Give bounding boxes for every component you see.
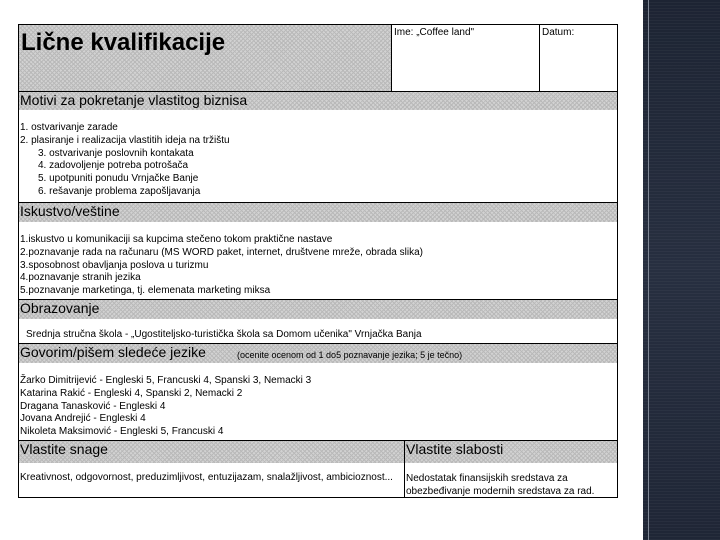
list-item: Žarko Dimitrijević - Engleski 5, Francuski 4, Spanski 3, Nemacki 3 bbox=[20, 375, 312, 386]
date-cell bbox=[540, 25, 618, 91]
list-item: Dragana Tanasković - Engleski 4 bbox=[20, 400, 166, 412]
list-item: 4.poznavanje stranih jezika bbox=[20, 272, 141, 284]
form-title-cell bbox=[19, 25, 391, 91]
obrazovanje-label: Obrazovanje bbox=[20, 300, 100, 316]
slabosti-header bbox=[404, 440, 617, 463]
list-item: 5. upotpuniti ponudu Vrnjačke Banje bbox=[38, 173, 199, 185]
name-field: Ime: „Coffee land" bbox=[394, 27, 475, 38]
list-item: 2. plasiranje i realizacija vlastitih ideja na tržištu bbox=[20, 134, 230, 146]
list-item: Jovana Andrejić - Engleski 4 bbox=[20, 413, 146, 425]
snage-text: Kreativnost, odgovornost, preduzimljivost, entuzijazam, snalažljivost, ambicioznost... bbox=[20, 472, 393, 483]
column-divider bbox=[404, 463, 405, 497]
slabosti-label: Vlastite slabosti bbox=[406, 441, 504, 457]
list-item: 6. rešavanje problema zapošljavanja bbox=[38, 185, 201, 197]
list-item: 1.iskustvo u komunikaciji sa kupcima stečeno tokom praktične nastave bbox=[20, 234, 333, 245]
motivi-list bbox=[20, 122, 230, 199]
iskustvo-list bbox=[20, 234, 423, 298]
qualifications-form bbox=[18, 24, 618, 498]
obrazovanje-header bbox=[19, 299, 617, 319]
motivi-label: Motivi za pokretanje vlastitog biznisa bbox=[20, 92, 248, 108]
jezici-note: (ocenite ocenom od 1 do5 poznavanje jezika; 5 je tečno) bbox=[237, 350, 463, 360]
name-cell bbox=[391, 25, 540, 91]
list-item: 5.poznavanje marketinga, tj. elemenata marketing miksa bbox=[20, 285, 271, 297]
list-item: 2.poznavanje rada na računaru (MS WORD paket, internet, društvene mreže, obrada slika) bbox=[20, 246, 423, 258]
jezici-list bbox=[20, 375, 311, 439]
list-item: Nikoleta Maksimović - Engleski 5, Francuski 4 bbox=[20, 426, 224, 438]
iskustvo-header bbox=[19, 202, 617, 222]
iskustvo-label: Iskustvo/veštine bbox=[20, 203, 120, 219]
date-field: Datum: bbox=[542, 27, 575, 38]
jezici-label: Govorim/pišem sledeće jezike bbox=[20, 344, 206, 360]
list-item: Katarina Rakić - Engleski 4, Spanski 2, Nemacki 2 bbox=[20, 387, 243, 399]
obrazovanje-text: Srednja stručna škola - „Ugostiteljsko-turistička škola sa Domom učenika" Vrnjačka Banja bbox=[26, 329, 422, 340]
list-item: 4. zadovoljenje potreba potrošača bbox=[38, 160, 189, 172]
decorative-sidebar bbox=[643, 0, 720, 540]
list-item: 3. ostvarivanje poslovnih kontakata bbox=[38, 147, 194, 159]
motivi-header bbox=[19, 91, 617, 110]
snage-header bbox=[19, 440, 404, 463]
list-item: 3.sposobnost obavljanja poslova u turizmu bbox=[20, 259, 209, 271]
form-title: Lične kvalifikacije bbox=[21, 29, 226, 56]
list-item: 1. ostvarivanje zarade bbox=[20, 122, 118, 133]
jezici-header bbox=[19, 343, 617, 363]
slabosti-text: Nedostatak finansijskih sredstava za obezbeđivanje modernih sredstava za rad. bbox=[406, 473, 595, 497]
sidebar-rule bbox=[648, 0, 649, 540]
snage-label: Vlastite snage bbox=[20, 441, 108, 457]
